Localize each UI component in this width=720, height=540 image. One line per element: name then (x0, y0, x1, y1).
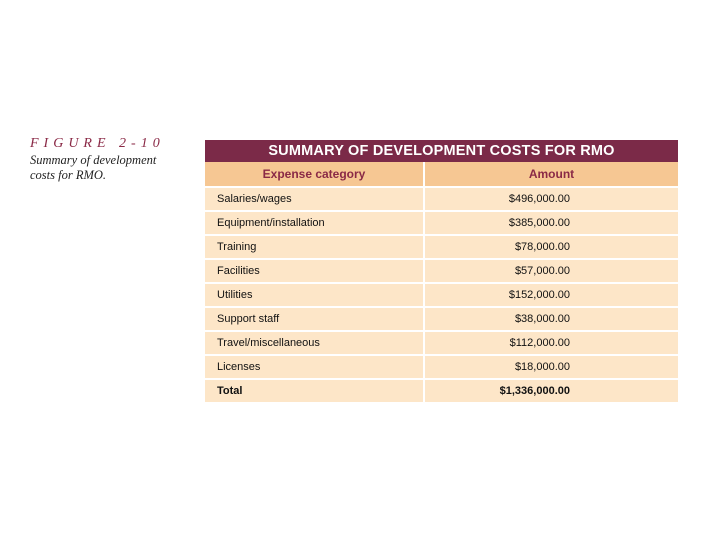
row-category: Utilities (205, 284, 425, 306)
header-expense-category: Expense category (205, 162, 425, 186)
table-row (205, 188, 678, 212)
total-amount: $1,336,000.00 (499, 385, 570, 397)
table-row (205, 308, 678, 332)
row-amount: $38,000.00 (514, 313, 570, 325)
row-amount: $496,000.00 (508, 193, 570, 205)
table-row (205, 284, 678, 308)
row-category: Training (205, 236, 425, 258)
row-category: Travel/miscellaneous (205, 332, 425, 354)
row-amount: $18,000.00 (514, 361, 570, 373)
row-category: Support staff (205, 308, 425, 330)
table-row (205, 356, 678, 380)
table-header-row (205, 162, 678, 188)
table-total-row (205, 380, 678, 402)
row-category: Licenses (205, 356, 425, 378)
table-row (205, 260, 678, 284)
figure-label: FIGURE 2-10 (30, 136, 165, 151)
row-amount: $78,000.00 (514, 241, 570, 253)
row-category: Facilities (205, 260, 425, 282)
table-title: SUMMARY OF DEVELOPMENT COSTS FOR RMO (205, 140, 678, 162)
row-amount: $152,000.00 (508, 289, 570, 301)
figure-description: Summary of development costs for RMO. (30, 153, 157, 182)
cost-summary-table (205, 140, 678, 402)
row-amount: $57,000.00 (514, 265, 570, 277)
header-amount: Amount (528, 167, 575, 181)
row-category: Salaries/wages (205, 188, 425, 210)
row-amount: $385,000.00 (508, 217, 570, 229)
figure-caption (30, 136, 200, 183)
total-label: Total (205, 380, 425, 402)
table-row (205, 332, 678, 356)
table-row (205, 212, 678, 236)
row-category: Equipment/installation (205, 212, 425, 234)
row-amount: $112,000.00 (509, 337, 570, 349)
table-row (205, 236, 678, 260)
